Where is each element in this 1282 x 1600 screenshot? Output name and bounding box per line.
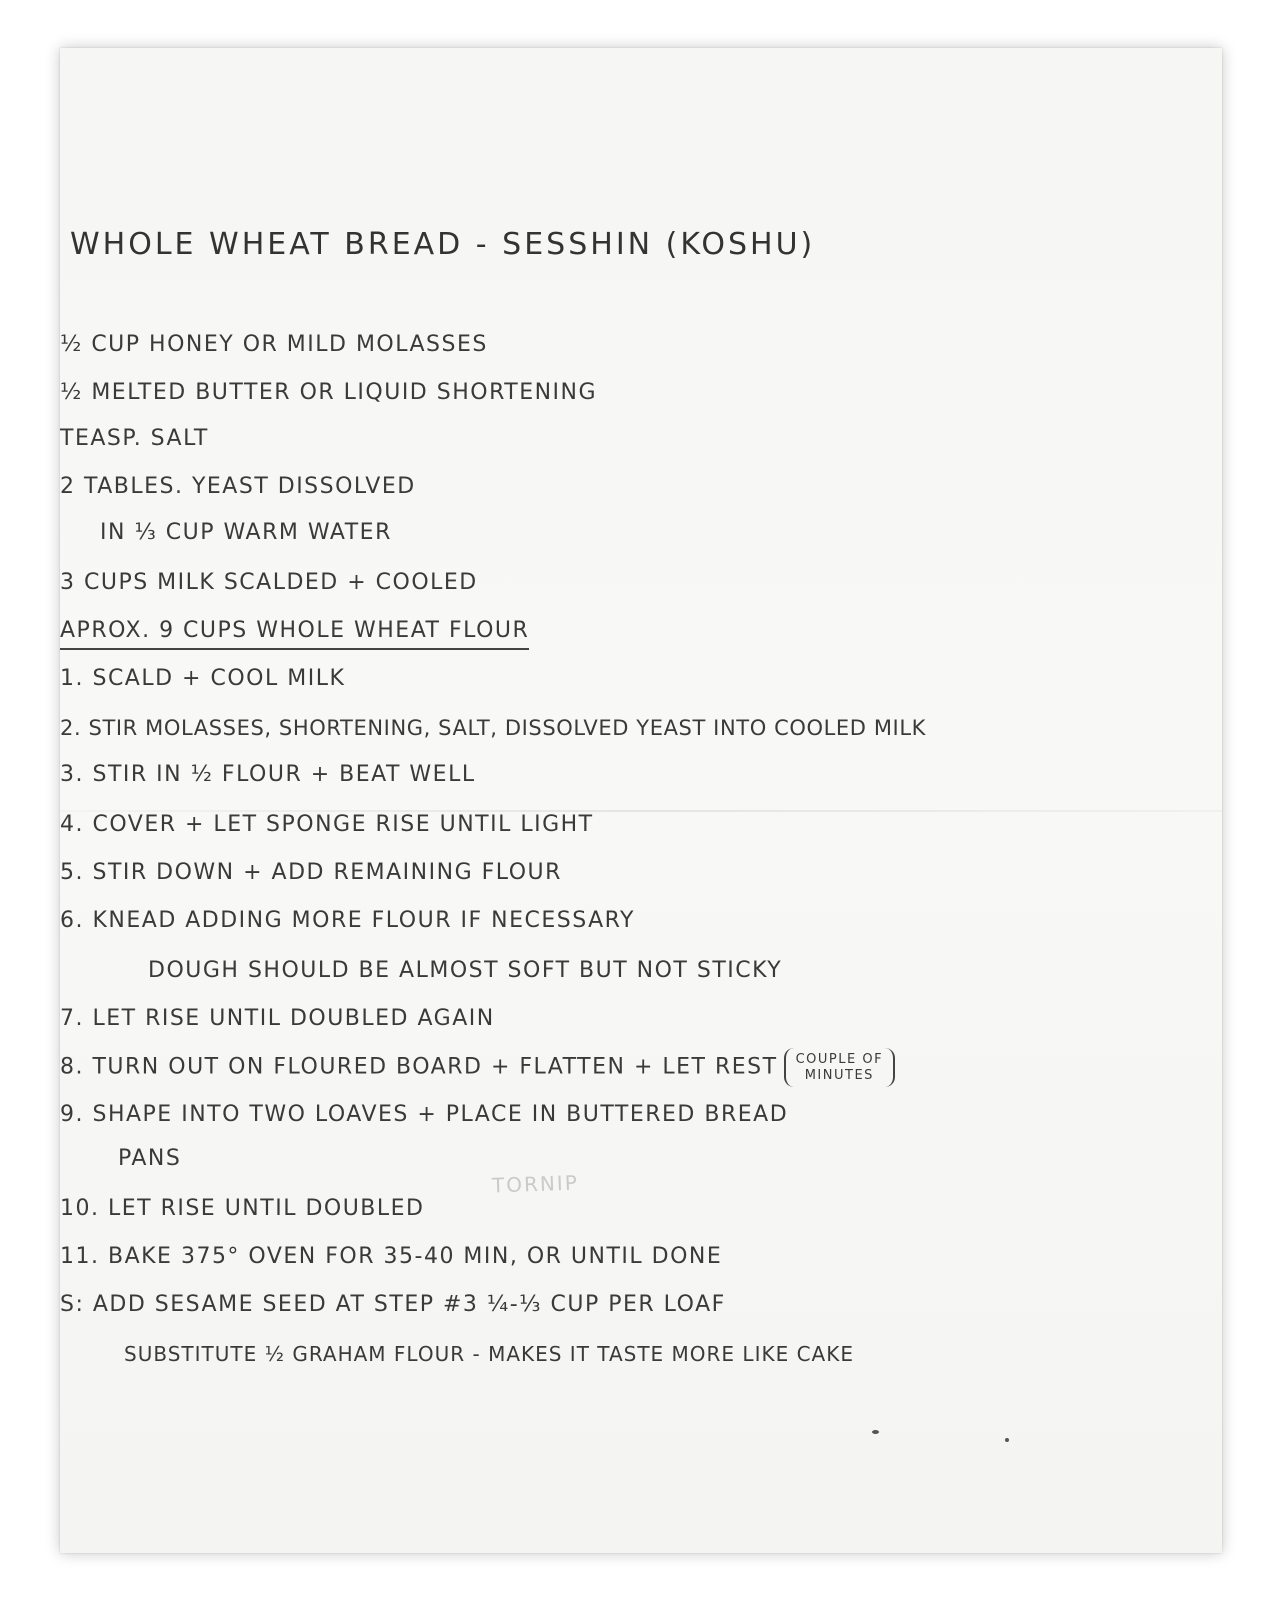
paper-sheet — [60, 48, 1222, 1553]
step-8 — [60, 1048, 895, 1087]
ingredient-flour: APROX. 9 CUPS WHOLE WHEAT FLOUR — [60, 620, 529, 650]
step-7: 7. LET RISE UNTIL DOUBLED AGAIN — [60, 1006, 495, 1031]
step-10: 10. LET RISE UNTIL DOUBLED — [60, 1196, 425, 1221]
step-9: 9. SHAPE INTO TWO LOAVES + PLACE IN BUTTERED BREAD — [60, 1102, 789, 1127]
speck — [1005, 1438, 1009, 1442]
step-8-note-line1: COUPLE OF — [795, 1052, 884, 1067]
step-6: 6. KNEAD ADDING MORE FLOUR IF NECESSARY — [60, 908, 635, 933]
step-4: 4. COVER + LET SPONGE RISE UNTIL LIGHT — [60, 812, 594, 837]
step-8-text: 8. TURN OUT ON FLOURED BOARD + FLATTEN + LET REST — [60, 1054, 778, 1080]
ingredient-yeast-water: IN ⅓ CUP WARM WATER — [100, 520, 392, 545]
bleed-through-text: TORNIP — [491, 1170, 580, 1198]
step-2: 2. STIR MOLASSES, SHORTENING, SALT, DISSOLVED YEAST INTO COOLED MILK — [60, 716, 927, 740]
recipe-text — [60, 48, 1222, 1553]
note-graham: SUBSTITUTE ½ GRAHAM FLOUR - MAKES IT TASTE MORE LIKE CAKE — [124, 1342, 854, 1366]
step-5: 5. STIR DOWN + ADD REMAINING FLOUR — [60, 860, 562, 885]
ingredient-honey: ½ CUP HONEY OR MILD MOLASSES — [60, 332, 488, 357]
step-8-note-line2: MINUTES — [804, 1067, 874, 1083]
step-3: 3. STIR IN ½ FLOUR + BEAT WELL — [60, 762, 476, 787]
recipe-title: WHOLE WHEAT BREAD - SESSHIN (KOSHU) — [70, 227, 816, 262]
note-sesame: S: ADD SESAME SEED AT STEP #3 ¼-⅓ CUP PER LOAF — [60, 1292, 726, 1317]
speck — [872, 1430, 879, 1434]
step-9-continued: PANS — [118, 1146, 182, 1171]
ingredient-milk: 3 CUPS MILK SCALDED + COOLED — [60, 570, 478, 595]
step-8-note — [784, 1048, 895, 1087]
ingredient-butter: ½ MELTED BUTTER OR LIQUID SHORTENING — [60, 380, 598, 405]
step-6-note: DOUGH SHOULD BE ALMOST SOFT BUT NOT STICKY — [148, 958, 783, 983]
ingredient-yeast: 2 TABLES. YEAST DISSOLVED — [60, 474, 416, 499]
step-11: 11. BAKE 375° OVEN FOR 35-40 MIN, OR UNTIL DONE — [60, 1244, 723, 1269]
ingredient-salt: TEASP. SALT — [60, 426, 209, 451]
step-1: 1. SCALD + COOL MILK — [60, 666, 346, 691]
